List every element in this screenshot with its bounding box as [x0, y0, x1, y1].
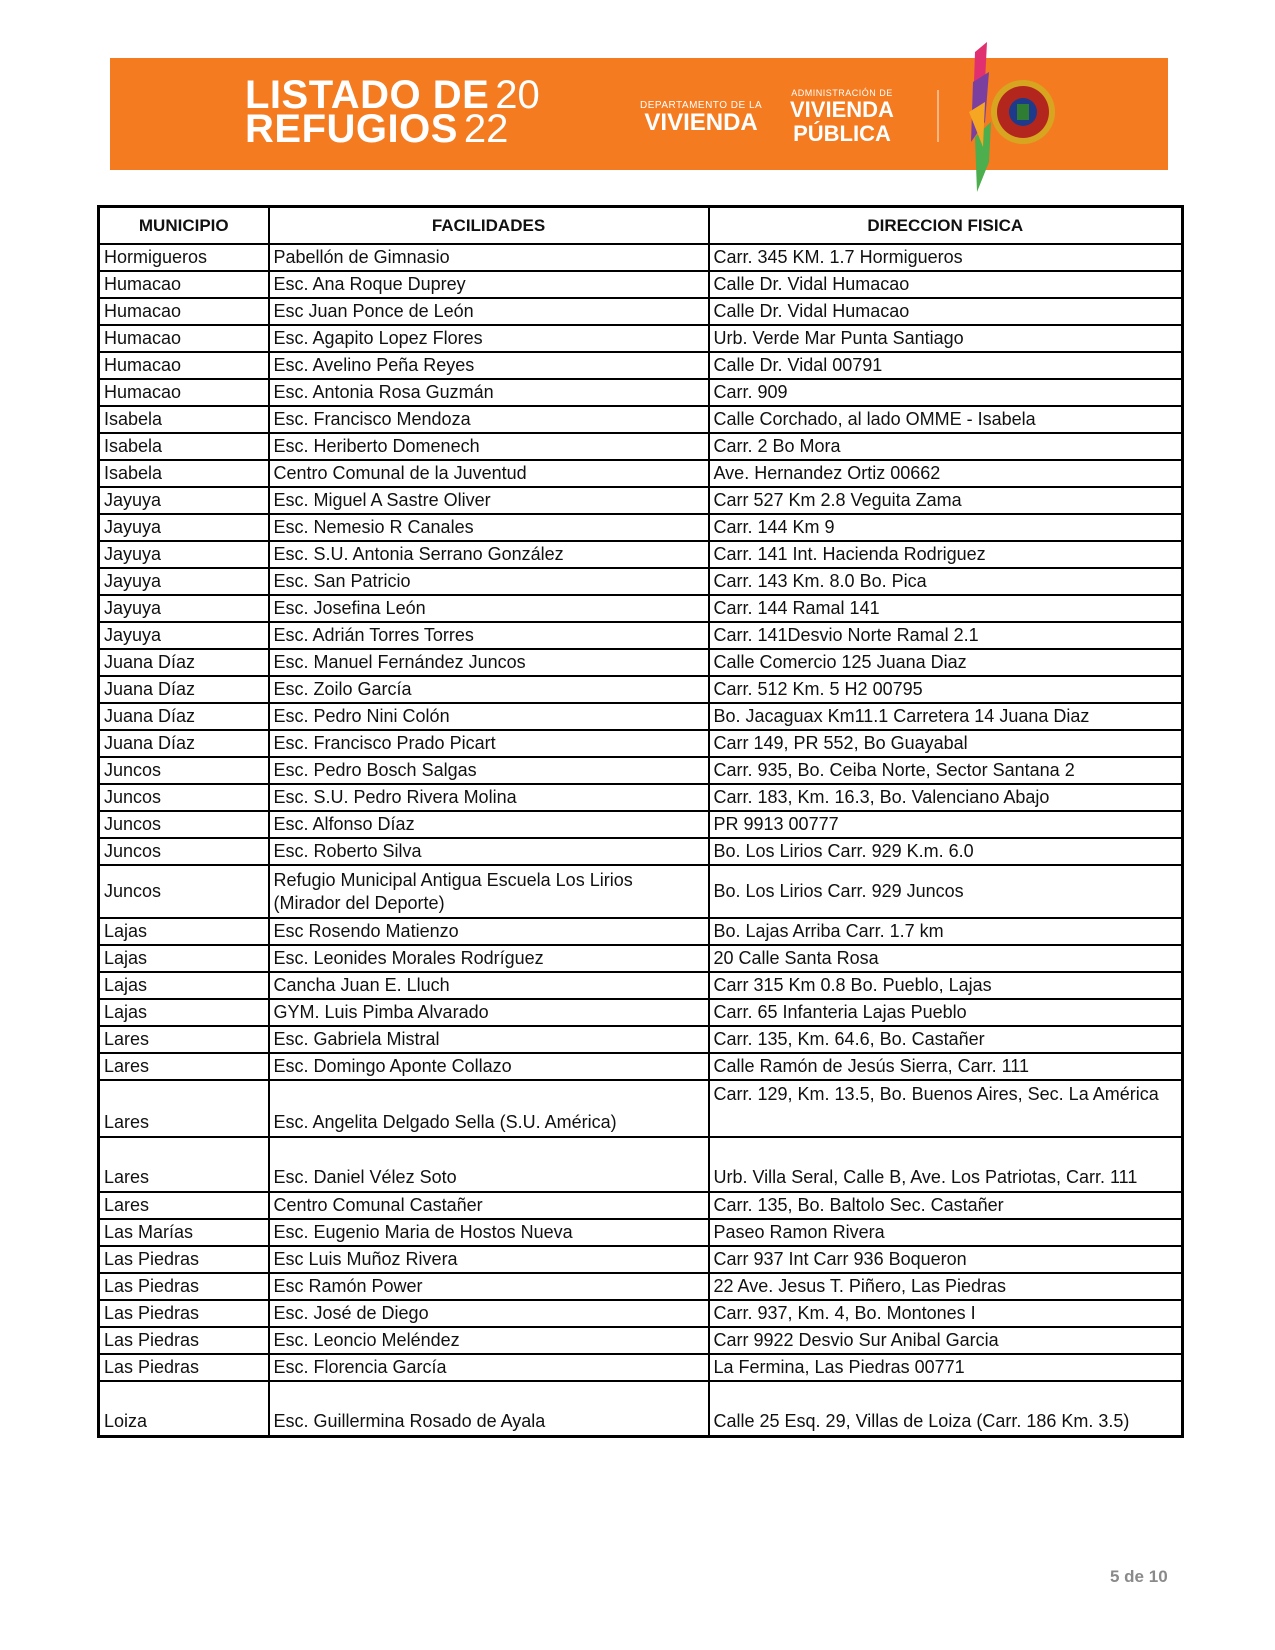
- cell-facilidad: Esc. Nemesio R Canales: [269, 514, 709, 541]
- cell-direccion: Carr 149, PR 552, Bo Guayabal: [709, 730, 1183, 757]
- table-row: [99, 379, 1183, 406]
- shelters-table: [97, 205, 1184, 1438]
- cell-facilidad: Esc. Domingo Aponte Collazo: [269, 1053, 709, 1080]
- cell-facilidad: Esc. Adrián Torres Torres: [269, 622, 709, 649]
- cell-facilidad: Esc. Heriberto Domenech: [269, 433, 709, 460]
- cell-facilidad: Esc Rosendo Matienzo: [269, 918, 709, 945]
- table-row: [99, 406, 1183, 433]
- cell-direccion: Carr. 143 Km. 8.0 Bo. Pica: [709, 568, 1183, 595]
- cell-municipio: Juncos: [99, 865, 269, 918]
- cell-facilidad: Esc. Avelino Peña Reyes: [269, 352, 709, 379]
- cell-municipio: Lares: [99, 1026, 269, 1053]
- cell-municipio: Juana Díaz: [99, 703, 269, 730]
- table-row: [99, 514, 1183, 541]
- table-row: [99, 244, 1183, 271]
- cell-facilidad: Esc. Leonides Morales Rodríguez: [269, 945, 709, 972]
- cell-municipio: Isabela: [99, 406, 269, 433]
- table-row: [99, 1354, 1183, 1381]
- cell-facilidad: Esc Ramón Power: [269, 1273, 709, 1300]
- cell-facilidad: Esc. Francisco Prado Picart: [269, 730, 709, 757]
- cell-municipio: Las Marías: [99, 1219, 269, 1246]
- cell-direccion: Calle 25 Esq. 29, Villas de Loiza (Carr. 186 Km. 3.5): [709, 1381, 1183, 1437]
- cell-municipio: Juncos: [99, 784, 269, 811]
- cell-municipio: Las Piedras: [99, 1246, 269, 1273]
- cell-direccion: Carr 527 Km 2.8 Veguita Zama: [709, 487, 1183, 514]
- table-row: [99, 676, 1183, 703]
- cell-direccion: Bo. Jacaguax Km11.1 Carretera 14 Juana Diaz: [709, 703, 1183, 730]
- cell-direccion: Carr. 935, Bo. Ceiba Norte, Sector Santana 2: [709, 757, 1183, 784]
- cell-facilidad: Esc. S.U. Pedro Rivera Molina: [269, 784, 709, 811]
- cell-municipio: Lares: [99, 1192, 269, 1219]
- cell-facilidad: Esc. Josefina León: [269, 595, 709, 622]
- cell-municipio: Jayuya: [99, 487, 269, 514]
- cell-direccion: Bo. Lajas Arriba Carr. 1.7 km: [709, 918, 1183, 945]
- cell-municipio: Lares: [99, 1053, 269, 1080]
- header-banner: [110, 58, 1168, 170]
- cell-municipio: Jayuya: [99, 514, 269, 541]
- cell-municipio: Juncos: [99, 811, 269, 838]
- table-row: [99, 999, 1183, 1026]
- cell-municipio: Juncos: [99, 838, 269, 865]
- table-row: [99, 1381, 1183, 1437]
- cell-direccion: Carr. 909: [709, 379, 1183, 406]
- cell-direccion: Carr 9922 Desvio Sur Anibal Garcia: [709, 1327, 1183, 1354]
- table-header-row: [99, 207, 1183, 245]
- cell-municipio: Las Piedras: [99, 1327, 269, 1354]
- table-row: [99, 433, 1183, 460]
- avp-logo: ADMINISTRACIÓN DE VIVIENDA PÚBLICA: [790, 88, 894, 146]
- cell-facilidad: Esc. Miguel A Sastre Oliver: [269, 487, 709, 514]
- cell-facilidad: Pabellón de Gimnasio: [269, 244, 709, 271]
- cell-municipio: Jayuya: [99, 568, 269, 595]
- cell-direccion: Carr. 129, Km. 13.5, Bo. Buenos Aires, Sec. La América: [709, 1080, 1183, 1137]
- cell-direccion: Carr 315 Km 0.8 Bo. Pueblo, Lajas: [709, 972, 1183, 999]
- cell-direccion: Carr. 345 KM. 1.7 Hormigueros: [709, 244, 1183, 271]
- cell-municipio: Juana Díaz: [99, 730, 269, 757]
- cell-direccion: 20 Calle Santa Rosa: [709, 945, 1183, 972]
- table-row: [99, 703, 1183, 730]
- table-row: [99, 972, 1183, 999]
- header-municipio: MUNICIPIO: [99, 207, 269, 245]
- cell-facilidad: Esc. Agapito Lopez Flores: [269, 325, 709, 352]
- cell-municipio: Jayuya: [99, 622, 269, 649]
- cell-direccion: Calle Dr. Vidal Humacao: [709, 271, 1183, 298]
- cell-municipio: Loiza: [99, 1381, 269, 1437]
- cell-direccion: Calle Dr. Vidal Humacao: [709, 298, 1183, 325]
- cell-direccion: Bo. Los Lirios Carr. 929 Juncos: [709, 865, 1183, 918]
- cell-municipio: Humacao: [99, 325, 269, 352]
- title-line-1: LISTADO DE: [245, 73, 490, 117]
- cell-direccion: Calle Corchado, al lado OMME - Isabela: [709, 406, 1183, 433]
- cell-municipio: Hormigueros: [99, 244, 269, 271]
- cell-facilidad: Esc. Roberto Silva: [269, 838, 709, 865]
- cell-facilidad: GYM. Luis Pimba Alvarado: [269, 999, 709, 1026]
- cell-municipio: Lares: [99, 1137, 269, 1192]
- cell-direccion: Carr. 135, Km. 64.6, Bo. Castañer: [709, 1026, 1183, 1053]
- cell-municipio: Juana Díaz: [99, 649, 269, 676]
- table-row: [99, 1192, 1183, 1219]
- cell-facilidad: Esc. Gabriela Mistral: [269, 1026, 709, 1053]
- cell-direccion: PR 9913 00777: [709, 811, 1183, 838]
- table-row: [99, 649, 1183, 676]
- table-row: [99, 1246, 1183, 1273]
- table-row: [99, 811, 1183, 838]
- table-row: [99, 865, 1183, 918]
- cell-direccion: Ave. Hernandez Ortiz 00662: [709, 460, 1183, 487]
- cell-facilidad: Refugio Municipal Antigua Escuela Los Lirios (Mirador del Deporte): [269, 865, 709, 918]
- government-seal-icon: [955, 42, 1065, 192]
- cell-facilidad: Esc. Antonia Rosa Guzmán: [269, 379, 709, 406]
- cell-municipio: Las Piedras: [99, 1273, 269, 1300]
- cell-direccion: Carr. 512 Km. 5 H2 00795: [709, 676, 1183, 703]
- table-row: [99, 918, 1183, 945]
- cell-municipio: Jayuya: [99, 595, 269, 622]
- table-row: [99, 945, 1183, 972]
- cell-direccion: Carr. 141 Int. Hacienda Rodriguez: [709, 541, 1183, 568]
- cell-municipio: Lares: [99, 1080, 269, 1137]
- document-title: [245, 73, 540, 151]
- cell-direccion: Urb. Verde Mar Punta Santiago: [709, 325, 1183, 352]
- table-row: [99, 352, 1183, 379]
- cell-direccion: Carr. 2 Bo Mora: [709, 433, 1183, 460]
- title-line-2: REFUGIOS: [245, 107, 458, 151]
- table-row: [99, 460, 1183, 487]
- cell-facilidad: Esc. Daniel Vélez Soto: [269, 1137, 709, 1192]
- table-row: [99, 325, 1183, 352]
- cell-municipio: Humacao: [99, 379, 269, 406]
- cell-facilidad: Esc. Ana Roque Duprey: [269, 271, 709, 298]
- cell-municipio: Las Piedras: [99, 1354, 269, 1381]
- cell-facilidad: Esc. Angelita Delgado Sella (S.U. América): [269, 1080, 709, 1137]
- table-row: [99, 568, 1183, 595]
- cell-facilidad: Esc. Manuel Fernández Juncos: [269, 649, 709, 676]
- cell-direccion: Carr. 135, Bo. Baltolo Sec. Castañer: [709, 1192, 1183, 1219]
- cell-direccion: 22 Ave. Jesus T. Piñero, Las Piedras: [709, 1273, 1183, 1300]
- table-row: [99, 271, 1183, 298]
- header-facilidades: FACILIDADES: [269, 207, 709, 245]
- table-row: [99, 541, 1183, 568]
- cell-direccion: Carr. 144 Ramal 141: [709, 595, 1183, 622]
- cell-direccion: Carr. 183, Km. 16.3, Bo. Valenciano Abajo: [709, 784, 1183, 811]
- cell-facilidad: Esc. José de Diego: [269, 1300, 709, 1327]
- cell-direccion: Paseo Ramon Rivera: [709, 1219, 1183, 1246]
- table-row: [99, 1137, 1183, 1192]
- cell-municipio: Isabela: [99, 460, 269, 487]
- header-direccion: DIRECCION FISICA: [709, 207, 1183, 245]
- cell-facilidad: Esc. Francisco Mendoza: [269, 406, 709, 433]
- cell-facilidad: Esc Luis Muñoz Rivera: [269, 1246, 709, 1273]
- cell-municipio: Humacao: [99, 298, 269, 325]
- cell-direccion: Carr. 141Desvio Norte Ramal 2.1: [709, 622, 1183, 649]
- cell-facilidad: Esc. Pedro Bosch Salgas: [269, 757, 709, 784]
- table-row: [99, 1327, 1183, 1354]
- cell-direccion: Carr. 937, Km. 4, Bo. Montones I: [709, 1300, 1183, 1327]
- cell-municipio: Las Piedras: [99, 1300, 269, 1327]
- cell-municipio: Juana Díaz: [99, 676, 269, 703]
- table-row: [99, 487, 1183, 514]
- cell-municipio: Lajas: [99, 918, 269, 945]
- table-row: [99, 838, 1183, 865]
- cell-municipio: Isabela: [99, 433, 269, 460]
- table-row: [99, 730, 1183, 757]
- title-year-2: 22: [463, 107, 509, 151]
- cell-facilidad: Esc. S.U. Antonia Serrano González: [269, 541, 709, 568]
- cell-facilidad: Esc. Pedro Nini Colón: [269, 703, 709, 730]
- cell-direccion: Bo. Los Lirios Carr. 929 K.m. 6.0: [709, 838, 1183, 865]
- table-row: [99, 298, 1183, 325]
- cell-municipio: Humacao: [99, 271, 269, 298]
- cell-municipio: Lajas: [99, 945, 269, 972]
- cell-facilidad: Esc. Zoilo García: [269, 676, 709, 703]
- cell-facilidad: Centro Comunal Castañer: [269, 1192, 709, 1219]
- cell-facilidad: Esc. San Patricio: [269, 568, 709, 595]
- table-row: [99, 757, 1183, 784]
- cell-facilidad: Esc. Florencia García: [269, 1354, 709, 1381]
- dept-vivienda-logo: DEPARTAMENTO DE LA VIVIENDA: [640, 100, 763, 136]
- cell-municipio: Lajas: [99, 972, 269, 999]
- cell-direccion: Carr. 65 Infanteria Lajas Pueblo: [709, 999, 1183, 1026]
- table-row: [99, 1053, 1183, 1080]
- cell-direccion: Calle Comercio 125 Juana Diaz: [709, 649, 1183, 676]
- logo-divider: [937, 90, 939, 142]
- cell-direccion: Urb. Villa Seral, Calle B, Ave. Los Patriotas, Carr. 111: [709, 1137, 1183, 1192]
- table-row: [99, 1300, 1183, 1327]
- cell-facilidad: Centro Comunal de la Juventud: [269, 460, 709, 487]
- table-row: [99, 595, 1183, 622]
- table-row: [99, 1080, 1183, 1137]
- cell-facilidad: Esc. Alfonso Díaz: [269, 811, 709, 838]
- title-year-1: 20: [495, 73, 540, 117]
- cell-direccion: Calle Dr. Vidal 00791: [709, 352, 1183, 379]
- table-row: [99, 1026, 1183, 1053]
- cell-municipio: Juncos: [99, 757, 269, 784]
- cell-direccion: Calle Ramón de Jesús Sierra, Carr. 111: [709, 1053, 1183, 1080]
- cell-facilidad: Esc. Leoncio Meléndez: [269, 1327, 709, 1354]
- cell-facilidad: Esc Juan Ponce de León: [269, 298, 709, 325]
- cell-municipio: Humacao: [99, 352, 269, 379]
- cell-municipio: Jayuya: [99, 541, 269, 568]
- cell-direccion: Carr 937 Int Carr 936 Boqueron: [709, 1246, 1183, 1273]
- cell-direccion: Carr. 144 Km 9: [709, 514, 1183, 541]
- cell-municipio: Lajas: [99, 999, 269, 1026]
- page-number: 5 de 10: [1110, 1567, 1168, 1586]
- cell-direccion: La Fermina, Las Piedras 00771: [709, 1354, 1183, 1381]
- table-row: [99, 1219, 1183, 1246]
- cell-facilidad: Cancha Juan E. Lluch: [269, 972, 709, 999]
- table-row: [99, 784, 1183, 811]
- cell-facilidad: Esc. Eugenio Maria de Hostos Nueva: [269, 1219, 709, 1246]
- table-row: [99, 1273, 1183, 1300]
- table-row: [99, 622, 1183, 649]
- cell-facilidad: Esc. Guillermina Rosado de Ayala: [269, 1381, 709, 1437]
